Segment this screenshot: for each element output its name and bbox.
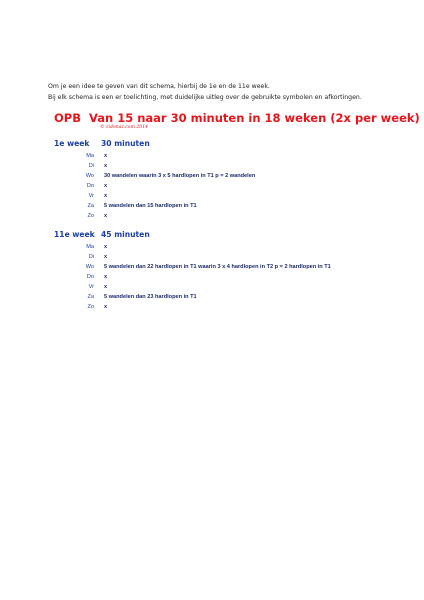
- week-label: 1e week: [54, 139, 90, 148]
- day-label: Ma: [86, 153, 94, 159]
- day-activity: x: [104, 244, 108, 250]
- schema-code: OPB: [54, 111, 81, 125]
- day-row: [84, 173, 256, 183]
- day-row: [84, 213, 108, 223]
- day-activity: x: [104, 304, 108, 310]
- day-label: Di: [88, 254, 94, 260]
- day-row: [84, 203, 197, 213]
- week-label: 11e week: [54, 230, 95, 239]
- intro-line-2: Bij elk schema is een er toelichting, met duidelijke uitleg over de gebruikte symbolen en afkortingen.: [48, 93, 362, 101]
- day-label: Do: [86, 274, 94, 280]
- day-activity: x: [104, 183, 108, 189]
- day-activity: x: [104, 153, 108, 159]
- week-heading: [54, 139, 150, 148]
- intro-text: [48, 82, 408, 103]
- day-label: Zo: [87, 213, 94, 219]
- day-row: [84, 304, 108, 314]
- day-activity: x: [104, 274, 108, 280]
- intro-line-1: Om je een idee te geven van dit schema, hierbij de 1e en de 11e week.: [48, 83, 270, 90]
- day-label: Vr: [88, 284, 94, 290]
- day-activity: x: [104, 163, 108, 169]
- day-activity: x: [104, 213, 108, 219]
- day-label: Za: [87, 294, 94, 300]
- day-row: [84, 284, 108, 294]
- day-activity: 5 wandelen dan 23 hardlopen in T1: [104, 294, 197, 300]
- day-row: [84, 254, 108, 264]
- day-activity: 30 wandelen waarin 3 x 5 hardlopen in T1 p = 2 wandelen: [104, 173, 256, 179]
- day-label: Wo: [85, 173, 94, 179]
- schema-title: Van 15 naar 30 minuten in 18 weken (2x per week): [89, 111, 420, 125]
- day-label: Wo: [85, 264, 94, 270]
- day-row: [84, 153, 108, 163]
- day-row: [84, 183, 108, 193]
- day-label: Ma: [86, 244, 94, 250]
- copyright-notice: © zidonaz.com 2014: [100, 125, 149, 130]
- week-duration: 30 minuten: [101, 139, 150, 148]
- day-activity: 5 wandelen dan 22 hardlopen in T1 waarin 3 x 4 hardlopen in T2 p = 2 hardlopen in T1: [104, 264, 331, 270]
- day-row: [84, 294, 197, 304]
- day-row: [84, 163, 108, 173]
- day-label: Vr: [88, 193, 94, 199]
- day-row: [84, 264, 331, 274]
- day-row: [84, 274, 108, 284]
- day-label: Do: [86, 183, 94, 189]
- week-heading: [54, 230, 150, 239]
- day-row: [84, 193, 108, 203]
- day-row: [84, 244, 108, 254]
- day-activity: x: [104, 193, 108, 199]
- week-duration: 45 minuten: [101, 230, 150, 239]
- day-activity: x: [104, 284, 108, 290]
- day-label: Di: [88, 163, 94, 169]
- day-label: Zo: [87, 304, 94, 310]
- day-label: Za: [87, 203, 94, 209]
- day-activity: x: [104, 254, 108, 260]
- day-activity: 5 wandelen dan 15 hardlopen in T1: [104, 203, 197, 209]
